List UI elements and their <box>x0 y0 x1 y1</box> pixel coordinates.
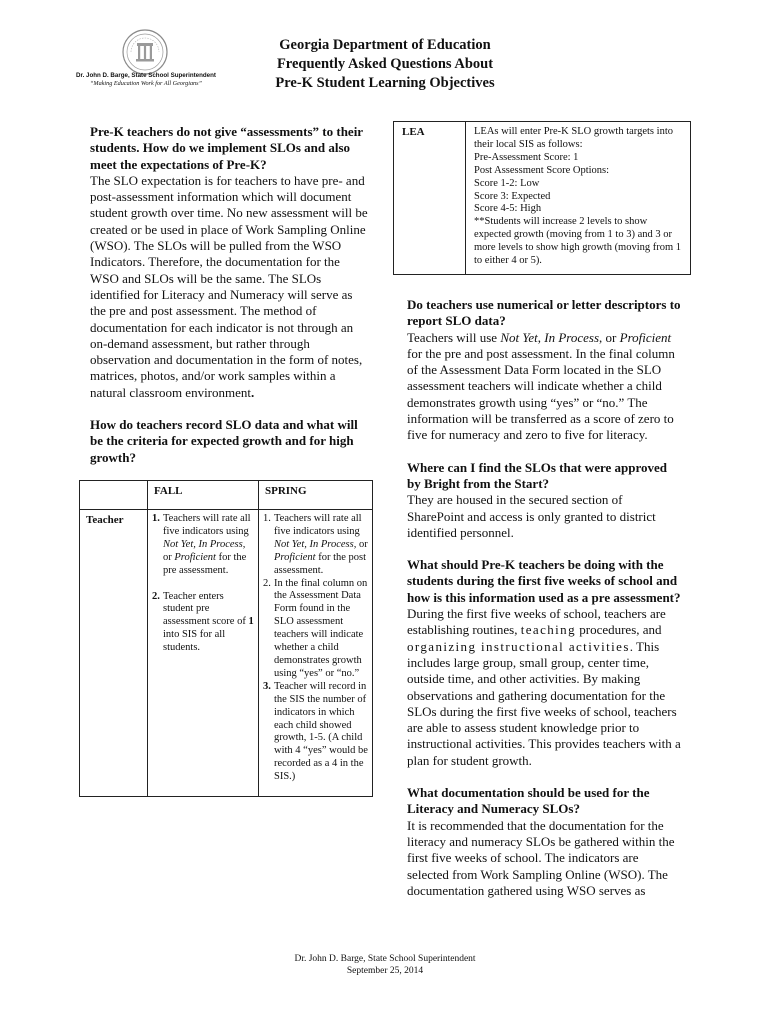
faq-question: What should Pre-K teachers be doing with the students during the first five weeks of school and how is this information used as a pre assessment? <box>407 557 681 605</box>
step-number: 1. <box>152 513 160 524</box>
faq-answer-italic: Proficient <box>619 329 672 345</box>
lea-line: Post Assessment Score Options: <box>474 164 610 176</box>
faq-descriptors <box>407 297 682 444</box>
faq-answer-text: The SLO expectation is for teachers to have pre- and post-assessment information which will document student growth over time. No new assessment will be created or be used in place of Work Sampling Online (WSO). The SLOs will be pulled from the WSO Indicators. Therefore, the documentation for the WSO and SLOs will be the same. The SLOs identified for Literacy and Numeracy will serve as the pre and post assessment. The method of documentation for each indicator is not through an on-demand assessment, but rather through observation and documentation in the form of notes, matrices, photos, and/or work samples within a natural classroom environment <box>90 172 368 400</box>
lea-row <box>394 122 691 275</box>
faq-answer-text: organizing instructional activities <box>407 638 630 654</box>
lea-line: Score 3: Expected <box>474 190 551 202</box>
teacher-process-table <box>79 480 373 797</box>
faq-answer-text: Teachers will use <box>407 329 501 345</box>
lea-line: Pre-Assessment Score: 1 <box>474 151 579 163</box>
spring-step <box>263 578 368 681</box>
lea-line: LEAs will enter Pre-K SLO growth targets into their local SIS as follows: <box>474 126 673 150</box>
faq-answer <box>407 330 682 444</box>
step-text-italic: Proficient <box>174 551 216 563</box>
faq-question: What documentation should be used for the Literacy and Numeracy SLOs? <box>407 785 650 817</box>
step-text: Teacher will record in the SIS the number of indicators in which each child showed growth, 1-5. (A child with 4 “yes” would be recorded as a 4 in the SIS.) <box>274 680 368 783</box>
faq-answer-text: procedures, and <box>575 622 662 638</box>
teacher-row <box>80 510 373 797</box>
faq-answer-italic: Not Yet <box>500 329 538 345</box>
faq-answer-text: . This includes large group, small group, center time, outside time, and other activities. By making observations and gathering documentation for the SLOs during the first five weeks of school, teachers are able to assess student knowledge prior to instructional activities. This provides teachers with a plan for student growth. <box>407 638 681 768</box>
footer-date: September 25, 2014 <box>346 966 424 976</box>
fall-cell <box>148 510 259 797</box>
faq-answer-text: , <box>537 329 545 345</box>
faq-question: Pre-K teachers do not give “assessments” to their students. How do we implement SLOs and also meet the expectations of Pre-K? <box>90 124 363 172</box>
step-text-italic: Proficient <box>274 551 316 563</box>
step-number: 2. <box>263 577 271 589</box>
department-motto: “Making Education Work for All Georgians” <box>89 80 202 87</box>
step-text: Teachers will rate all five indicators using <box>274 513 362 537</box>
lea-line: Score 1-2: Low <box>474 177 540 189</box>
title-line-1: Georgia Department of Education <box>279 37 491 53</box>
step-text-italic: Not Yet, In Process, <box>274 538 357 550</box>
faq-find-slos <box>407 460 682 541</box>
step-text: or <box>163 551 175 563</box>
lea-line: Score 4-5: High <box>474 203 542 215</box>
faq-first-five-weeks <box>407 557 682 769</box>
spring-step <box>263 513 368 578</box>
table-header-row <box>80 481 373 510</box>
spring-step <box>263 681 368 784</box>
faq-answer-text: for the pre and post assessment. In the final column of the Assessment Data Form located in the SLO assessment teachers will indicate whether a child demonstrates growth using “yes” or “no.” The information will be transferred as a score of zero to five for numeracy and zero to five for literacy. <box>407 345 675 443</box>
step-text: Teacher enters student pre assessment score of <box>163 590 249 628</box>
faq-assessments <box>90 124 368 401</box>
table-corner-cell <box>80 481 148 510</box>
faq-question: Where can I find the SLOs that were approved by Bright from the Start? <box>407 459 668 491</box>
lea-label: LEA <box>394 122 466 275</box>
title-line-2: Frequently Asked Questions About <box>276 56 494 72</box>
faq-answer-text: teaching <box>520 622 576 638</box>
spring-header-label: SPRING <box>265 485 307 497</box>
georgia-state-seal-icon <box>118 28 172 76</box>
fall-step <box>152 591 254 656</box>
step-text: for the post assessment. <box>274 551 367 576</box>
step-number: 3. <box>263 680 271 692</box>
faq-answer-italic: In Process <box>544 329 600 345</box>
faq-question: Do teachers use numerical or letter descriptors to report SLO data? <box>407 297 681 329</box>
faq-answer-period: . <box>251 384 255 400</box>
faq-answer <box>407 606 682 769</box>
faq-question: How do teachers record SLO data and what will be the criteria for expected growth and for high growth? <box>90 417 358 465</box>
fall-header-label: FALL <box>154 485 183 497</box>
faq-answer <box>90 173 368 401</box>
teacher-row-label: Teacher <box>80 510 148 797</box>
spring-cell <box>259 510 373 797</box>
step-text: Teachers will rate all five indicators using <box>163 513 251 537</box>
step-number: 1. <box>263 513 271 524</box>
step-text-italic: Not Yet, In Process, <box>163 538 246 550</box>
faq-documentation <box>407 785 682 899</box>
title-line-3: Pre-K Student Learning Objectives <box>275 75 495 91</box>
step-text: or <box>356 538 368 550</box>
lea-table <box>393 121 691 275</box>
lea-description <box>466 122 691 275</box>
faq-answer: They are housed in the secured section of SharePoint and access is only granted to district identified personnel. <box>407 492 656 540</box>
document-title <box>250 36 520 93</box>
right-column <box>407 297 682 915</box>
faq-answer-text: During the first five weeks of school, teachers are establishing routines, <box>407 606 666 638</box>
step-text: In the final column on the Assessment Data Form found in the SLO assessment teachers will indicate whether a child demonstrates growth using “yes” or “no.” <box>274 577 368 679</box>
faq-answer: It is recommended that the documentation for the literacy and numeracy SLOs be gathered within the first five weeks of school. The indicators are selected from Work Sampling Online (WSO). The documentation gathered using WSO serves as <box>407 817 675 898</box>
superintendent-name: Dr. John D. Barge, State School Superintendent <box>76 72 216 79</box>
faq-answer-text: , or <box>599 329 620 345</box>
step-text: for the pre assessment. <box>163 551 247 576</box>
lea-line: **Students will increase 2 levels to show expected growth (moving from 1 to 3) and 3 or more levels to show high growth (moving from 1 to either 4 or 5). <box>474 216 682 267</box>
page-footer <box>235 953 535 977</box>
fall-column-header <box>148 481 259 510</box>
step-number: 2. <box>152 590 160 602</box>
step-text-bold: 1 <box>248 616 254 628</box>
fall-step <box>152 513 254 578</box>
step-text: into SIS for all students. <box>163 629 226 654</box>
faq-record-data <box>90 417 368 466</box>
left-column <box>90 124 368 482</box>
footer-superintendent: Dr. John D. Barge, State School Superintendent <box>294 954 476 964</box>
spring-column-header <box>259 481 373 510</box>
